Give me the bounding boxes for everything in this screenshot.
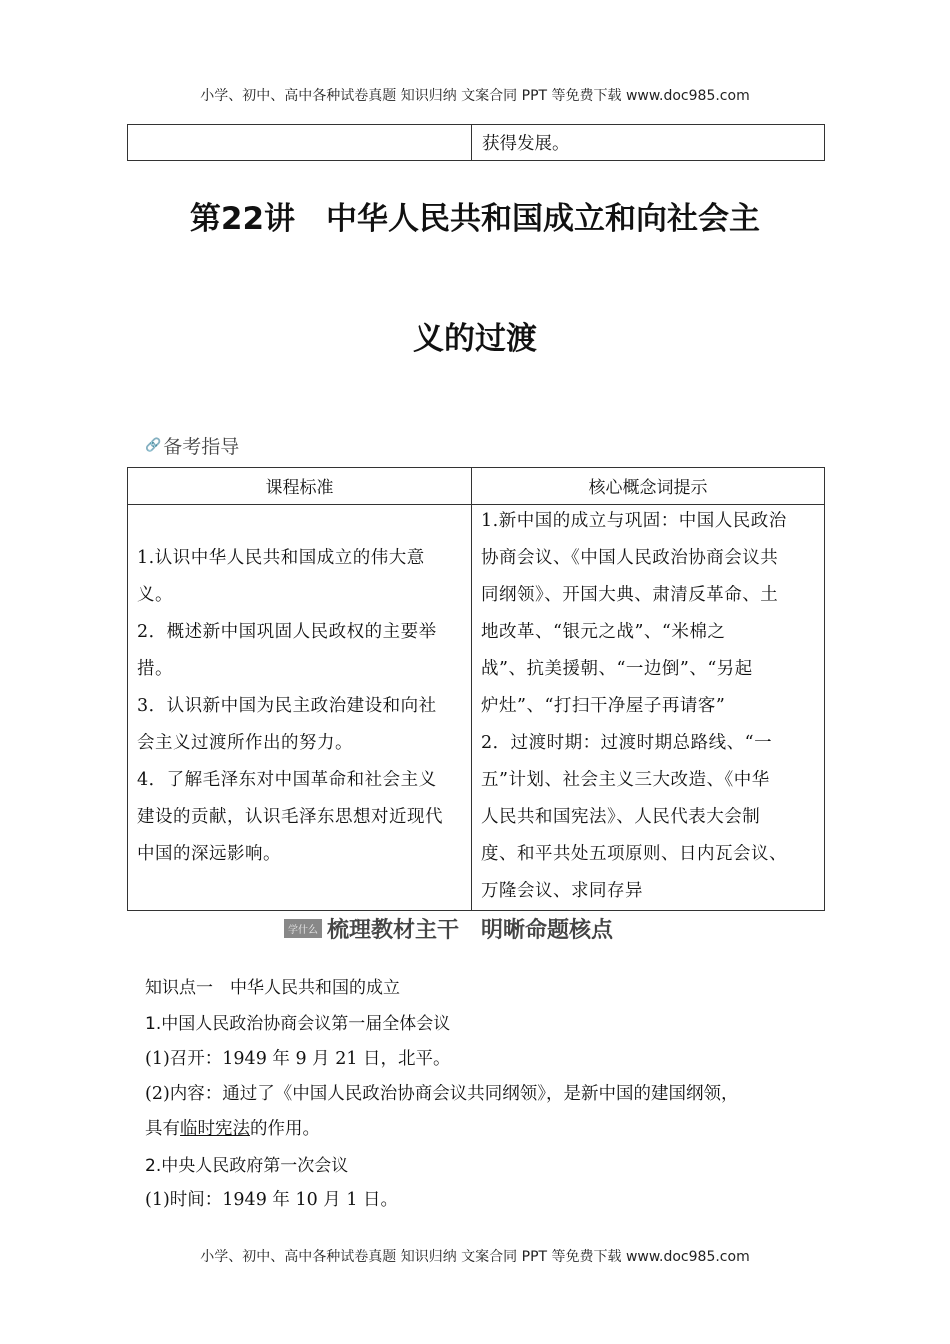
table-cell-line: 人民共和国宪法》、人民代表大会制 (481, 807, 761, 827)
banner-text: 梳理教材主干 明晰命题核点 (327, 918, 614, 943)
table-cell-text: 获得发展。 (482, 134, 570, 154)
subheading-cppcc: 1.中国人民政治协商会议第一届全体会议 (145, 1014, 451, 1034)
table-cell-line: 2．概述新中国巩固人民政权的主要举 (137, 622, 437, 642)
table-cell-line: 地改革、“银元之战”、“米棉之 (481, 622, 726, 642)
table-cell-line: 1.新中国的成立与巩固：中国人民政治 (481, 511, 787, 531)
paragraph: (1)召开：1949 年 9 月 21 日，北平。 (145, 1049, 451, 1069)
table-cell-line: 义。 (137, 585, 173, 605)
table-cell-line: 措。 (137, 659, 173, 679)
guide-heading-text: 备考指导 (163, 436, 240, 458)
subheading-central-government: 2.中央人民政府第一次会议 (145, 1156, 349, 1176)
knowledge-point-heading: 知识点一 中华人民共和国的成立 (145, 978, 400, 998)
table-cell-line: 4．了解毛泽东对中国革命和社会主义 (137, 770, 437, 790)
table-cell-line: 同纲领》、开国大典、肃清反革命、土 (481, 585, 779, 605)
paragraph: (2)内容：通过了《中国人民政治协商会议共同纲领》，是新中国的建国纲领， (145, 1084, 739, 1104)
guide-heading (145, 432, 239, 459)
text: 具有 (145, 1119, 180, 1139)
table-cell-line: 协商会议、《中国人民政治协商会议共 (481, 548, 779, 568)
page-header: 小学、初中、高中各种试卷真题 知识归纳 文案合同 PPT 等免费下载 www.doc985.com (200, 88, 750, 104)
table-cell-line: 3．认识新中国为民主政治建设和向社 (137, 696, 437, 716)
table-cell-line: 度、和平共处五项原则、日内瓦会议、 (481, 844, 787, 864)
guide-icon: 🔗 (145, 438, 162, 453)
header-course-standard: 课程标准 (265, 478, 334, 498)
guide-table (127, 467, 825, 911)
table-cell-line: 五”计划、社会主义三大改造、《中华 (481, 770, 770, 790)
table-cell-line: 炉灶”、“打扫干净屋子再请客” (481, 696, 726, 716)
table-cell-line: 会主义过渡所作出的努力。 (137, 733, 353, 753)
previous-table-fragment (127, 124, 825, 161)
paragraph (145, 1115, 320, 1140)
section-banner (280, 913, 617, 944)
table-cell-line: 战”、抗美援朝、“一边倒”、“另起 (481, 659, 753, 679)
header-core-concepts: 核心概念词提示 (588, 478, 708, 498)
page-title-line2: 义的过渡 (413, 321, 537, 357)
table-cell-line: 1.认识中华人民共和国成立的伟大意 (137, 548, 425, 568)
page-title-line1: 第22讲 中华人民共和国成立和向社会主 (189, 201, 761, 237)
paragraph: (1)时间：1949 年 10 月 1 日。 (145, 1190, 399, 1210)
banner-tag: 学什么 (284, 919, 322, 938)
table-cell-line: 建设的贡献，认识毛泽东思想对近现代 (137, 807, 443, 827)
table-cell-line: 2．过渡时期：过渡时期总路线、“一 (481, 733, 773, 753)
text: 的作用。 (250, 1119, 320, 1139)
table-cell-line: 万隆会议、求同存异 (481, 881, 643, 901)
table-cell-line: 中国的深远影响。 (137, 844, 281, 864)
underlined-term: 临时宪法 (180, 1119, 250, 1139)
page-footer: 小学、初中、高中各种试卷真题 知识归纳 文案合同 PPT 等免费下载 www.doc985.com (200, 1249, 750, 1265)
